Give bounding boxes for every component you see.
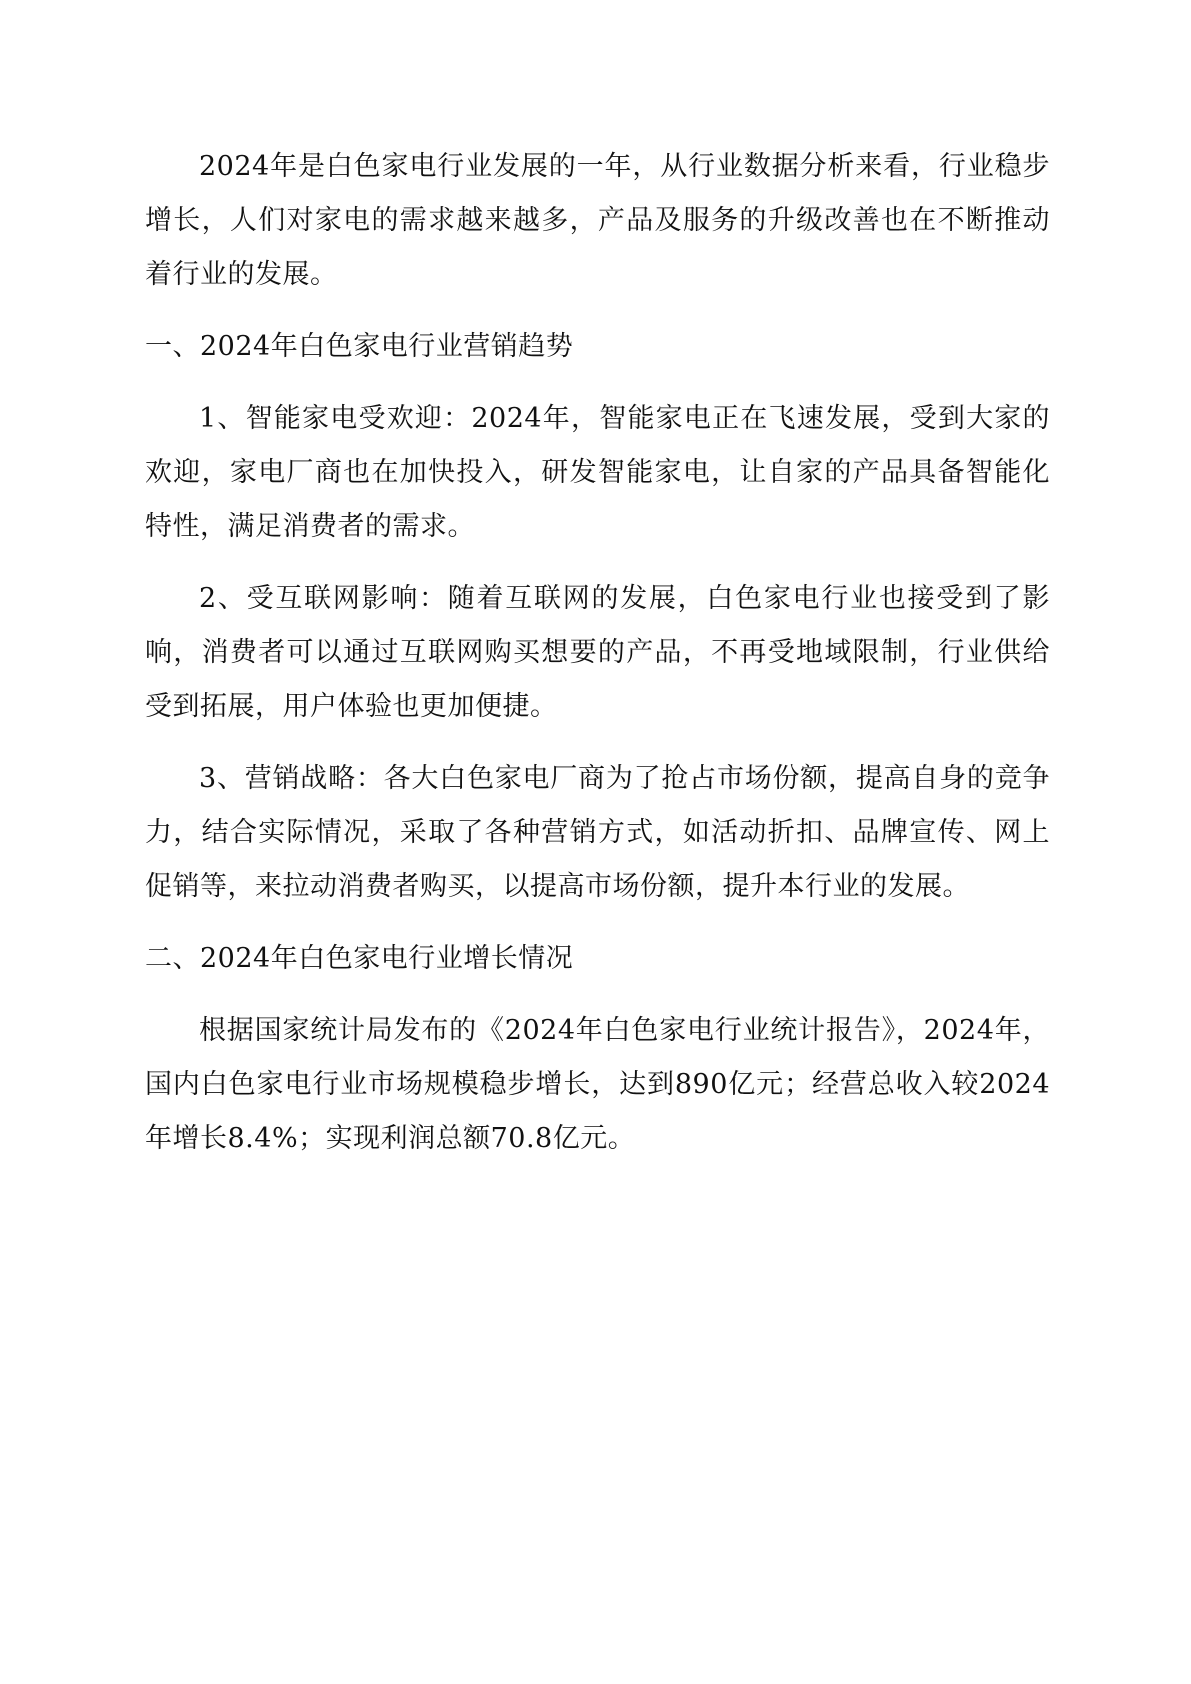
growth-paragraph: 根据国家统计局发布的《2024年白色家电行业统计报告》，2024年，国内白色家电行业市场规模稳步增长，达到890亿元；经营总收入较2024年增长8.4%；实现利润总额70.8亿元。 xyxy=(145,1015,1050,1154)
spacer xyxy=(145,302,1050,320)
document-body xyxy=(145,140,1050,1166)
section-heading-growth: 二、2024年白色家电行业增长情况 xyxy=(145,943,574,974)
spacer xyxy=(145,734,1050,752)
spacer xyxy=(145,986,1050,1004)
spacer xyxy=(145,914,1050,932)
section-heading-marketing-trends: 一、2024年白色家电行业营销趋势 xyxy=(145,331,574,362)
trend-item-smart-appliances: 1、智能家电受欢迎：2024年，智能家电正在飞速发展，受到大家的欢迎，家电厂商也在加快投入，研发智能家电，让自家的产品具备智能化特性，满足消费者的需求。 xyxy=(145,403,1050,542)
trend-item-marketing-strategy: 3、营销战略：各大白色家电厂商为了抢占市场份额，提高自身的竞争力，结合实际情况，采取了各种营销方式，如活动折扣、品牌宣传、网上促销等，来拉动消费者购买，以提高市场份额，提升本行业的发展。 xyxy=(145,763,1050,902)
intro-paragraph: 2024年是白色家电行业发展的一年，从行业数据分析来看，行业稳步增长，人们对家电的需求越来越多，产品及服务的升级改善也在不断推动着行业的发展。 xyxy=(145,151,1050,290)
spacer xyxy=(145,374,1050,392)
spacer xyxy=(145,554,1050,572)
trend-item-internet-impact: 2、受互联网影响：随着互联网的发展，白色家电行业也接受到了影响，消费者可以通过互联网购买想要的产品，不再受地域限制，行业供给受到拓展，用户体验也更加便捷。 xyxy=(145,583,1050,722)
